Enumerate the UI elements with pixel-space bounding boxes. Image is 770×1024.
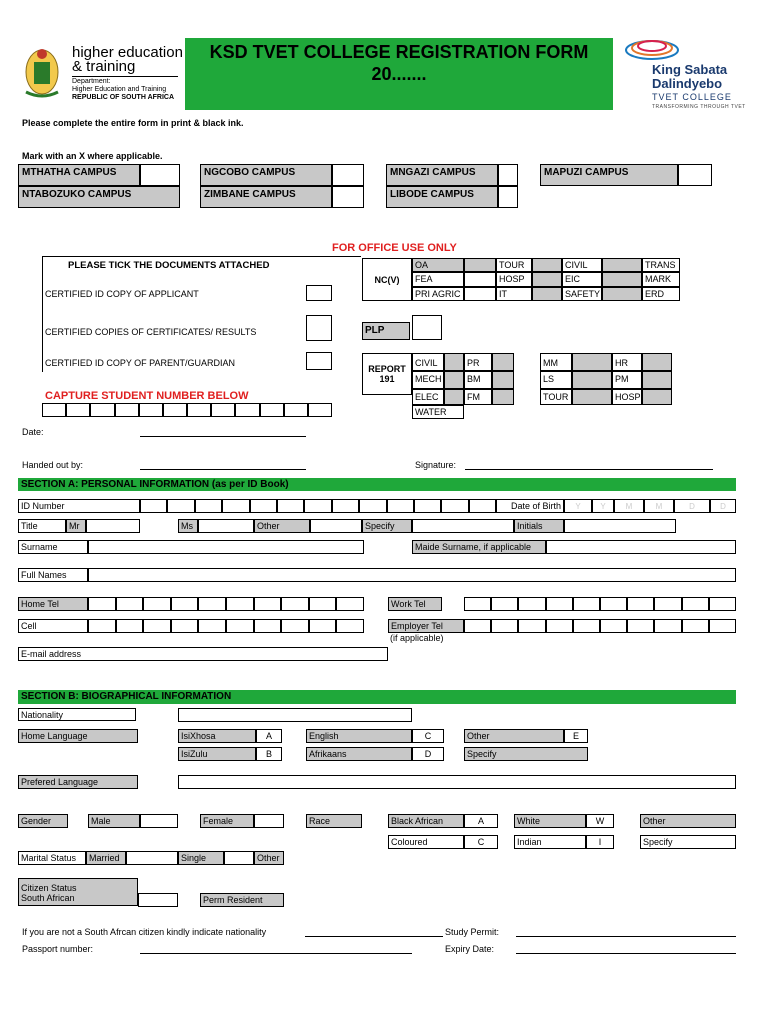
ncv-it: IT — [496, 287, 532, 301]
dept-line1: higher education — [72, 44, 183, 61]
citizen-south-african-checkbox[interactable] — [138, 893, 178, 907]
student-number-digit[interactable] — [115, 403, 139, 417]
campus-libode: LIBODE CAMPUS — [386, 186, 498, 208]
employer-tel-digit[interactable] — [546, 619, 573, 633]
lang-isizulu-code[interactable]: B — [256, 747, 282, 761]
ncv-tour: TOUR — [496, 258, 532, 272]
handed-out-line[interactable] — [140, 469, 306, 470]
college-name1: King Sabata — [652, 62, 728, 77]
preferred-language-input[interactable] — [178, 775, 736, 789]
section-b-header: SECTION B: BIOGRAPHICAL INFORMATION — [18, 690, 736, 704]
dept-line2: & training — [72, 58, 136, 75]
doc-parent-id: CERTIFIED ID COPY OF PARENT/GUARDIAN — [45, 358, 236, 368]
doc-certificates-checkbox[interactable] — [306, 315, 332, 341]
id-digit[interactable] — [140, 499, 167, 513]
cell-boxes[interactable] — [88, 619, 364, 633]
dob-year1[interactable]: Y — [564, 499, 592, 513]
lang-english: English — [306, 729, 412, 743]
r-pm-box[interactable] — [642, 371, 672, 389]
campus-mapuzi-checkbox[interactable] — [678, 164, 712, 186]
home-tel-label: Home Tel — [18, 597, 88, 611]
r-tour: TOUR — [540, 389, 572, 405]
id-digit[interactable] — [195, 499, 222, 513]
title-specify-input[interactable] — [412, 519, 514, 533]
ncv-tour-box[interactable] — [532, 258, 562, 272]
r-ls: LS — [540, 371, 572, 389]
ncv-trans: TRANS — [642, 258, 680, 272]
office-use-title: FOR OFFICE USE ONLY — [332, 242, 457, 254]
race-indian: Indian — [514, 835, 586, 849]
section-a-header: SECTION A: PERSONAL INFORMATION (as per ID Book) — [18, 478, 736, 491]
work-tel-digit[interactable] — [600, 597, 627, 611]
student-number-digit[interactable] — [308, 403, 332, 417]
expiry-date-line[interactable] — [516, 953, 736, 954]
campus-libode-checkbox[interactable] — [498, 186, 518, 208]
work-tel-boxes[interactable] — [464, 597, 736, 611]
non-citizen-instruction: If you are not a South Afrcan citizen kindly indicate nationality — [22, 927, 267, 937]
student-number-digit[interactable] — [187, 403, 211, 417]
title-ms: Ms — [178, 519, 198, 533]
dept-sub2: Higher Education and Training — [72, 86, 167, 93]
employer-tel-digit[interactable] — [491, 619, 518, 633]
r-bm-box[interactable] — [492, 371, 514, 389]
college-tagline: TRANSFORMING THROUGH TVET — [652, 104, 746, 110]
full-names-input[interactable] — [88, 568, 736, 582]
maiden-surname-label: Maide Surname, if applicable — [412, 540, 546, 554]
report-number: 191 — [379, 374, 395, 384]
dob-label: Date of Birth — [496, 499, 564, 513]
ncv-hosp: HOSP — [496, 272, 532, 287]
r-hr-box[interactable] — [642, 353, 672, 371]
coat-of-arms-logo — [20, 42, 64, 102]
cell-digit[interactable] — [226, 619, 254, 633]
marital-single-checkbox[interactable] — [224, 851, 254, 865]
lang-other-code[interactable]: E — [564, 729, 588, 743]
cell-digit[interactable] — [143, 619, 171, 633]
work-tel-digit[interactable] — [682, 597, 709, 611]
title-mr-checkbox[interactable] — [86, 519, 140, 533]
work-tel-label: Work Tel — [388, 597, 442, 611]
marital-other: Other — [254, 851, 284, 865]
ncv-pri-agric-box[interactable] — [464, 287, 496, 301]
race-black-african-code[interactable]: A — [464, 814, 498, 828]
dept-divider — [72, 76, 178, 77]
ncv-erd: ERD — [642, 287, 680, 301]
id-number-boxes[interactable] — [140, 499, 496, 513]
study-permit-line[interactable] — [516, 936, 736, 937]
lang-isixhosa: IsiXhosa — [178, 729, 256, 743]
ncv-fea-box[interactable] — [464, 272, 496, 287]
college-name3: TVET COLLEGE — [652, 92, 732, 102]
initials-label: Initials — [514, 519, 564, 533]
r-mm: MM — [540, 353, 572, 371]
ncv-eic: EIC — [562, 272, 602, 287]
ncv-it-box[interactable] — [532, 287, 562, 301]
report-label: REPORT — [368, 364, 406, 374]
capture-student-number-title: CAPTURE STUDENT NUMBER BELOW — [45, 390, 249, 402]
citizen-status-label: Citizen Status — [21, 883, 77, 893]
student-number-digit[interactable] — [211, 403, 235, 417]
home-tel-digit[interactable] — [336, 597, 364, 611]
lang-specify: Specify — [464, 747, 588, 761]
ncv-eic-box[interactable] — [602, 272, 642, 287]
title-other-checkbox[interactable] — [310, 519, 362, 533]
gender-label: Gender — [18, 814, 68, 828]
lang-isizulu: IsiZulu — [178, 747, 256, 761]
marital-single: Single — [178, 851, 224, 865]
r-civil-box[interactable] — [444, 353, 464, 371]
dob-year2[interactable]: Y — [592, 499, 614, 513]
instruction-mark: Mark with an X where applicable. — [22, 151, 163, 161]
r-elec: ELEC — [412, 389, 444, 405]
campus-ngcobo: NGCOBO CAMPUS — [200, 164, 332, 186]
home-tel-digit[interactable] — [254, 597, 282, 611]
lang-other: Other — [464, 729, 564, 743]
signature-line[interactable] — [465, 469, 713, 470]
title-specify: Specify — [362, 519, 412, 533]
id-digit[interactable] — [469, 499, 496, 513]
ncv-oa-box[interactable] — [464, 258, 496, 272]
employer-tel-boxes[interactable] — [464, 619, 736, 633]
ncv-safety: SAFETY — [562, 287, 602, 301]
campus-mthatha: MTHATHA CAMPUS — [18, 164, 140, 186]
home-tel-digit[interactable] — [143, 597, 171, 611]
date-label: Date: — [22, 427, 44, 437]
doc-certificates: CERTIFIED COPIES OF CERTIFICATES/ RESULTS — [45, 327, 257, 337]
home-tel-digit[interactable] — [88, 597, 116, 611]
surname-input[interactable] — [88, 540, 364, 554]
cell-digit[interactable] — [88, 619, 116, 633]
home-tel-boxes[interactable] — [88, 597, 364, 611]
title-ms-checkbox[interactable] — [198, 519, 254, 533]
r-water: WATER — [412, 405, 464, 419]
cell-digit[interactable] — [336, 619, 364, 633]
study-permit-label: Study Permit: — [445, 927, 500, 937]
form-title: KSD TVET COLLEGE REGISTRATION FORM — [209, 42, 589, 62]
campus-zimbane: ZIMBANE CAMPUS — [200, 186, 332, 208]
dob-day2[interactable]: D — [710, 499, 736, 513]
work-tel-digit[interactable] — [573, 597, 600, 611]
ncv-civil: CIVIL — [562, 258, 602, 272]
home-tel-digit[interactable] — [309, 597, 337, 611]
race-black-african: Black African — [388, 814, 464, 828]
employer-tel-digit[interactable] — [518, 619, 545, 633]
r-mech: MECH — [412, 371, 444, 389]
ncv-safety-box[interactable] — [602, 287, 642, 301]
ncv-civil-box[interactable] — [602, 258, 642, 272]
lang-afrikaans: Afrikaans — [306, 747, 412, 761]
lang-english-code[interactable]: C — [412, 729, 444, 743]
dob-day1[interactable]: D — [674, 499, 710, 513]
campus-mngazi: MNGAZI CAMPUS — [386, 164, 498, 186]
cell-digit[interactable] — [116, 619, 144, 633]
lang-isixhosa-code[interactable]: A — [256, 729, 282, 743]
ncv-mark: MARK — [642, 272, 680, 287]
race-indian-code[interactable]: I — [586, 835, 614, 849]
gender-male-checkbox[interactable] — [140, 814, 178, 828]
work-tel-digit[interactable] — [518, 597, 545, 611]
employer-tel-digit[interactable] — [627, 619, 654, 633]
race-label: Race — [306, 814, 362, 828]
r-mech-box[interactable] — [444, 371, 464, 389]
employer-tel-digit[interactable] — [464, 619, 491, 633]
student-number-boxes[interactable] — [42, 403, 332, 417]
email-label: E-mail address — [18, 647, 388, 661]
employer-tel-digit[interactable] — [654, 619, 681, 633]
r-hosp-box[interactable] — [642, 389, 672, 405]
title-label: Title — [18, 519, 66, 533]
passport-label: Passport number: — [22, 944, 94, 954]
id-number-label: ID Number — [18, 499, 140, 513]
doc-parent-id-checkbox[interactable] — [306, 352, 332, 370]
work-tel-digit[interactable] — [627, 597, 654, 611]
nationality-label: Nationality — [18, 708, 136, 721]
home-tel-digit[interactable] — [171, 597, 199, 611]
work-tel-digit[interactable] — [546, 597, 573, 611]
employer-tel-digit[interactable] — [682, 619, 709, 633]
id-digit[interactable] — [167, 499, 194, 513]
id-digit[interactable] — [332, 499, 359, 513]
gender-female-checkbox[interactable] — [254, 814, 284, 828]
race-other: Other — [640, 814, 736, 828]
race-coloured-code[interactable]: C — [464, 835, 498, 849]
home-tel-digit[interactable] — [116, 597, 144, 611]
work-tel-digit[interactable] — [709, 597, 736, 611]
work-tel-digit[interactable] — [464, 597, 491, 611]
id-digit[interactable] — [304, 499, 331, 513]
surname-label: Surname — [18, 540, 88, 554]
doc-applicant-id-checkbox[interactable] — [306, 285, 332, 301]
student-number-digit[interactable] — [163, 403, 187, 417]
handed-out-label: Handed out by: — [22, 460, 84, 470]
cell-label: Cell — [18, 619, 88, 633]
r-hr: HR — [612, 353, 642, 371]
student-number-digit[interactable] — [139, 403, 163, 417]
employer-tel-label: Employer Tel — [388, 619, 464, 633]
ncv-fea: FEA — [412, 272, 464, 287]
doc-applicant-id: CERTIFIED ID COPY OF APPLICANT — [45, 289, 199, 299]
initials-input[interactable] — [564, 519, 676, 533]
cell-digit[interactable] — [281, 619, 309, 633]
title-mr: Mr — [66, 519, 86, 533]
campus-mngazi-checkbox[interactable] — [498, 164, 518, 186]
gender-female: Female — [200, 814, 254, 828]
employer-tel-digit[interactable] — [709, 619, 736, 633]
id-digit[interactable] — [414, 499, 441, 513]
employer-tel-note: (if applicable) — [390, 633, 444, 643]
employer-tel-digit[interactable] — [573, 619, 600, 633]
cell-digit[interactable] — [254, 619, 282, 633]
passport-line[interactable] — [140, 953, 412, 954]
college-logo-icon — [622, 36, 682, 62]
ncv-label: NC(V) — [362, 258, 412, 301]
nationality-input[interactable] — [178, 708, 412, 722]
id-digit[interactable] — [222, 499, 249, 513]
perm-resident: Perm Resident — [200, 893, 284, 907]
student-number-digit[interactable] — [235, 403, 259, 417]
student-number-digit[interactable] — [90, 403, 114, 417]
dob-month2[interactable]: M — [644, 499, 674, 513]
cell-digit[interactable] — [309, 619, 337, 633]
marital-married-checkbox[interactable] — [126, 851, 178, 865]
date-line[interactable] — [140, 436, 306, 437]
instruction-ink: Please complete the entire form in print & black ink. — [22, 118, 244, 128]
id-digit[interactable] — [359, 499, 386, 513]
r-hosp: HOSP — [612, 389, 642, 405]
student-number-digit[interactable] — [66, 403, 90, 417]
race-coloured: Coloured — [388, 835, 464, 849]
home-language-label: Home Language — [18, 729, 138, 743]
plp-checkbox[interactable] — [412, 315, 442, 340]
home-tel-digit[interactable] — [226, 597, 254, 611]
work-tel-digit[interactable] — [491, 597, 518, 611]
r-pr-box[interactable] — [492, 353, 514, 371]
marital-married: Married — [86, 851, 126, 865]
r-pm: PM — [612, 371, 642, 389]
ncv-oa: OA — [412, 258, 464, 272]
cell-digit[interactable] — [198, 619, 226, 633]
r-pr: PR — [464, 353, 492, 371]
expiry-date-label: Expiry Date: — [445, 944, 495, 954]
id-digit[interactable] — [250, 499, 277, 513]
race-white: White — [514, 814, 586, 828]
gender-male: Male — [88, 814, 140, 828]
citizen-status-box — [18, 878, 138, 906]
dept-sub1: Department: — [72, 78, 111, 85]
race-specify: Specify — [640, 835, 736, 849]
docs-title: PLEASE TICK THE DOCUMENTS ATTACHED — [68, 260, 270, 271]
campus-ntabozuko: NTABOZUKO CAMPUS — [18, 186, 180, 208]
dept-sub3: REPUBLIC OF SOUTH AFRICA — [72, 94, 175, 101]
plp-label: PLP — [362, 322, 410, 340]
title-other: Other — [254, 519, 310, 533]
r-tour-box[interactable] — [572, 389, 612, 405]
id-digit[interactable] — [441, 499, 468, 513]
r-mm-box[interactable] — [572, 353, 612, 371]
citizen-south-african: South African — [21, 893, 75, 903]
r-elec-box[interactable] — [444, 389, 464, 405]
campus-mthatha-checkbox[interactable] — [140, 164, 180, 186]
employer-tel-digit[interactable] — [600, 619, 627, 633]
student-number-digit[interactable] — [284, 403, 308, 417]
dob-month1[interactable]: M — [614, 499, 644, 513]
maiden-surname-input[interactable] — [546, 540, 736, 554]
work-tel-digit[interactable] — [654, 597, 681, 611]
report-191-label — [362, 353, 412, 395]
id-digit[interactable] — [277, 499, 304, 513]
full-names-label: Full Names — [18, 568, 88, 582]
race-white-code[interactable]: W — [586, 814, 614, 828]
ncv-pri-agric: PRI AGRIC — [412, 287, 464, 301]
campus-ngcobo-checkbox[interactable] — [332, 164, 364, 186]
home-tel-digit[interactable] — [281, 597, 309, 611]
signature-label: Signature: — [415, 460, 457, 470]
r-bm: BM — [464, 371, 492, 389]
r-fm: FM — [464, 389, 492, 405]
cell-digit[interactable] — [171, 619, 199, 633]
ncv-hosp-box[interactable] — [532, 272, 562, 287]
non-citizen-nationality-line[interactable] — [305, 936, 443, 937]
campus-mapuzi: MAPUZI CAMPUS — [540, 164, 678, 186]
campus-zimbane-checkbox[interactable] — [332, 186, 364, 208]
r-ls-box[interactable] — [572, 371, 612, 389]
r-fm-box[interactable] — [492, 389, 514, 405]
r-civil: CIVIL — [412, 353, 444, 371]
home-tel-digit[interactable] — [198, 597, 226, 611]
college-name2: Dalindyebo — [652, 76, 723, 91]
lang-afrikaans-code[interactable]: D — [412, 747, 444, 761]
id-digit[interactable] — [387, 499, 414, 513]
marital-status-label: Marital Status — [18, 851, 86, 865]
preferred-language-label: Prefered Language — [18, 775, 138, 789]
student-number-digit[interactable] — [42, 403, 66, 417]
form-year: 20....... — [371, 64, 427, 84]
student-number-digit[interactable] — [260, 403, 284, 417]
